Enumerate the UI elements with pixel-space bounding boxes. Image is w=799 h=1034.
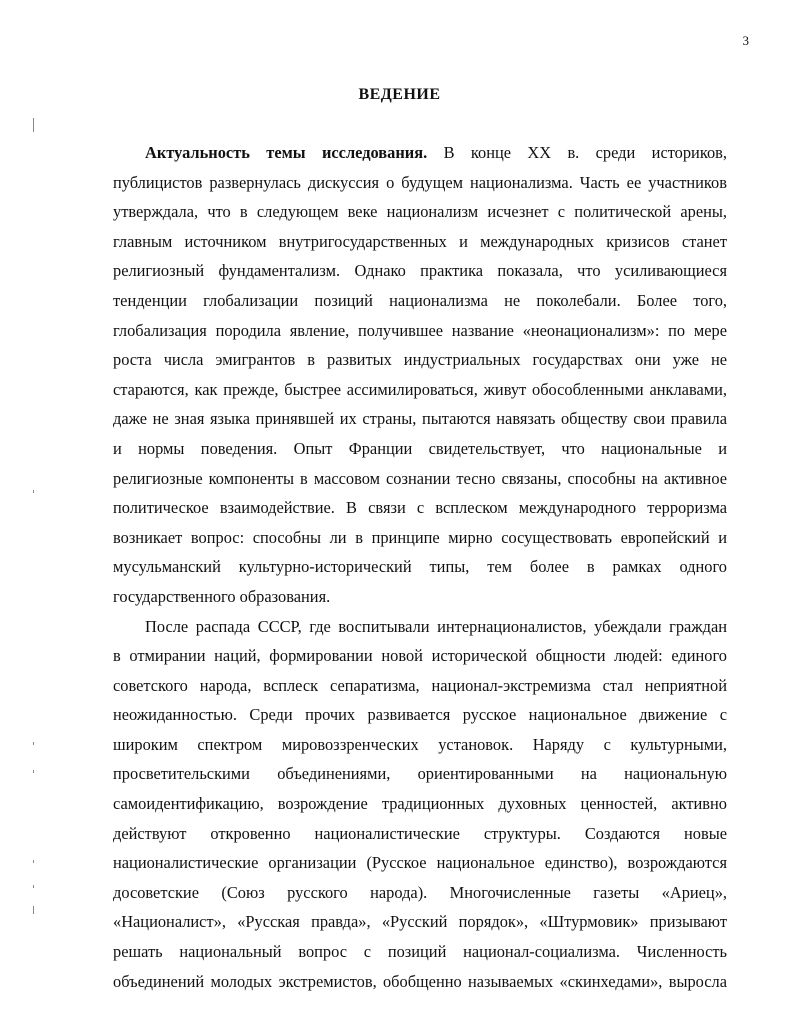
text-line: и нормы поведения. Опыт Франции свидетельствует, что национальные и	[113, 438, 727, 458]
text-line: главным источником внутригосударственных и международных кризисов станет	[113, 231, 727, 251]
page-number: 3	[742, 33, 749, 48]
text-line: тенденции глобализации позиций национализма не поколебали. Более того,	[113, 290, 727, 310]
text-line	[113, 138, 727, 168]
text-line: роста числа эмигрантов в развитых индустриальных государствах они уже не	[113, 350, 727, 370]
text-line: религиозный фундаментализм. Однако практика показала, что усиливающиеся	[113, 261, 727, 281]
text-line: широким спектром мировоззренческих установок. Наряду с культурными,	[113, 734, 727, 754]
text-span: В конце XX в. среди историков,	[443, 143, 727, 162]
text-line: глобализация породила явление, получившее название «неонационализм»: по мере	[113, 320, 727, 340]
scan-mark	[33, 490, 34, 493]
lead-phrase: Актуальность темы исследования.	[145, 143, 428, 162]
text-line: государственного образования.	[113, 586, 331, 606]
text-line: даже не зная языка принявшей их страны, пытаются навязать обществу свои правила	[113, 409, 727, 429]
scan-mark	[33, 742, 34, 745]
text-line: неожиданностью. Среди прочих развивается русское национальное движение с	[113, 705, 727, 725]
scan-mark	[33, 770, 34, 773]
text-line: советского народа, всплеск сепаратизма, национал-экстремизма стал неприятной	[113, 675, 727, 695]
text-line: просветительскими объединениями, ориентированными на национальную	[113, 764, 727, 784]
text-line: решать национальный вопрос с позиций национал-социализма. Численность	[113, 942, 727, 962]
text-line: в отмирании наций, формировании новой исторической общности людей: единого	[113, 646, 727, 666]
text-line: самоидентификацию, возрождение традиционных духовных ценностей, активно	[113, 794, 727, 814]
section-heading: ВЕДЕНИЕ	[358, 86, 441, 103]
scan-mark	[33, 118, 34, 132]
text-line: националистические организации (Русское национальное единство), возрождаются	[113, 853, 727, 873]
body-text	[113, 138, 727, 996]
text-line: действуют откровенно националистические структуры. Создаются новые	[113, 823, 727, 843]
scan-mark	[33, 860, 34, 863]
text-line: публицистов развернулась дискуссия о будущем национализма. Часть ее участников	[113, 172, 727, 192]
text-line: досоветские (Союз русского народа). Многочисленные газеты «Ариец»,	[113, 882, 727, 902]
text-line: стараются, как прежде, быстрее ассимилироваться, живут обособленными анклавами,	[113, 379, 727, 399]
text-line: политическое взаимодействие. В связи с всплеском международного терроризма	[113, 498, 727, 518]
text-line: утверждала, что в следующем веке национализм исчезнет с политической арены,	[113, 202, 727, 222]
scan-mark	[33, 906, 34, 914]
text-line: религиозные компоненты в массовом сознании тесно связаны, способны на активное	[113, 468, 727, 488]
text-line: После распада СССР, где воспитывали интернационалистов, убеждали граждан	[145, 616, 727, 636]
text-line: возникает вопрос: способны ли в принципе мирно сосуществовать европейский и	[113, 527, 727, 547]
text-line: «Националист», «Русская правда», «Русский порядок», «Штурмовик» призывают	[113, 912, 727, 932]
scan-mark	[33, 885, 34, 888]
text-line: мусульманский культурно-исторический типы, тем более в рамках одного	[113, 557, 727, 577]
text-line: объединений молодых экстремистов, обобщенно называемых «скинхедами», выросла	[113, 971, 727, 991]
